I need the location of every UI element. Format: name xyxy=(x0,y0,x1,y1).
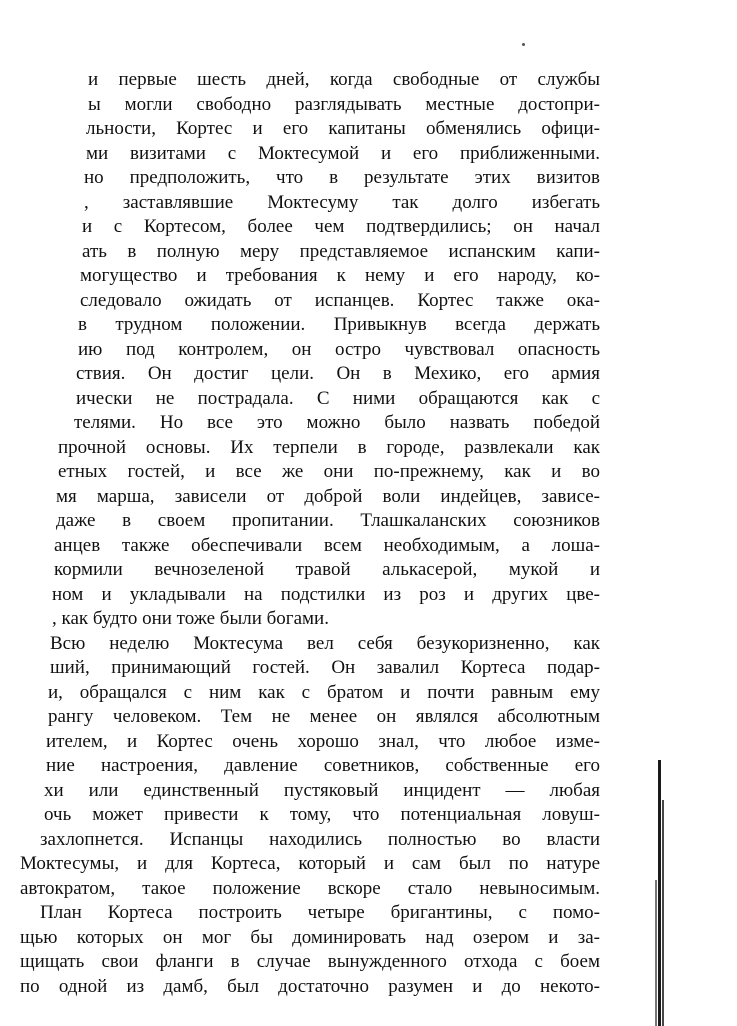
text-line: етных гостей, и все же они по-прежнему, как и во xyxy=(58,461,600,482)
text-line: , заставлявшие Моктесуму так долго избегать xyxy=(84,191,600,213)
text-line: ший, принимающий гостей. Он завалил Кортеса подар- xyxy=(50,657,600,678)
text-line: и первые шесть дней, когда свободные от службы xyxy=(88,69,600,90)
text-line: рангу человеком. Тем не менее он являлся абсолютным xyxy=(48,706,600,727)
text-line: автократом, такое положение вскоре стало невыносимым. xyxy=(20,877,600,899)
text-line: ствия. Он достиг цели. Он в Мехико, его армия xyxy=(76,363,600,384)
text-line: Моктесумы, и для Кортеса, который и сам был по натуре xyxy=(20,853,600,874)
text-line: План Кортеса построить четыре бригантины, с помо- xyxy=(40,902,600,923)
text-line: ать в полную меру представляемое испанским капи- xyxy=(82,240,600,262)
text-line: льности, Кортес и его капитаны обменялись офици- xyxy=(86,118,600,139)
text-line: по одной из дамб, был достаточно разумен и до некото- xyxy=(20,975,600,997)
text-line: , как будто они тоже были богами. xyxy=(52,608,329,629)
text-line: ически не пострадала. С ними обращаются как с xyxy=(76,387,600,409)
body-text xyxy=(0,68,600,999)
text-line: Всю неделю Моктесума вел себя безукоризненно, как xyxy=(50,632,600,654)
text-line: и с Кортесом, более чем подтвердились; он начал xyxy=(82,216,600,237)
text-line: ние настроения, давление советников, собственные его xyxy=(46,755,600,776)
text-line: следовало ожидать от испанцев. Кортес также ока- xyxy=(80,289,600,311)
text-line: ми визитами с Моктесумой и его приближенными. xyxy=(86,142,600,164)
text-line: даже в своем пропитании. Тлашкаланских союзников xyxy=(56,510,600,531)
text-line: но предположить, что в результате этих визитов xyxy=(84,167,600,188)
text-line: мя марша, зависели от доброй воли индейцев, зависе- xyxy=(56,485,600,507)
scan-edge-mark xyxy=(662,800,664,1026)
text-line: ы могли свободно разглядывать местные достопри- xyxy=(88,93,600,115)
text-line: могущество и требования к нему и его народу, ко- xyxy=(80,265,600,286)
text-line: ителем, и Кортес очень хорошо знал, что любое изме- xyxy=(46,730,600,752)
text-line: щью которых он мог бы доминировать над озером и за- xyxy=(20,926,600,948)
text-line: в трудном положении. Привыкнув всегда держать xyxy=(78,314,600,335)
text-line: хи или единственный пустяковый инцидент — любая xyxy=(44,779,600,801)
text-line: ию под контролем, он остро чувствовал опасность xyxy=(78,338,600,360)
text-line: ном и укладывали на подстилки из роз и других цве- xyxy=(52,583,600,605)
text-line: и, обращался с ним как с братом и почти равным ему xyxy=(48,681,600,703)
scan-speck xyxy=(522,43,525,46)
text-line: щищать свои фланги в случае вынужденного отхода с боем xyxy=(20,951,600,972)
text-line: прочной основы. Их терпели в городе, развлекали как xyxy=(58,436,600,458)
text-line: анцев также обеспечивали всем необходимым, а лоша- xyxy=(54,534,600,556)
scan-edge-mark xyxy=(655,880,657,1026)
scan-edge-mark xyxy=(658,760,661,1026)
text-line: очь может привести к тому, что потенциальная ловуш- xyxy=(44,804,600,825)
text-line: телями. Но все это можно было назвать победой xyxy=(74,412,600,433)
text-line: захлопнется. Испанцы находились полностью во власти xyxy=(40,828,600,850)
text-line: кормили вечнозеленой травой алькасерой, мукой и xyxy=(54,559,600,580)
